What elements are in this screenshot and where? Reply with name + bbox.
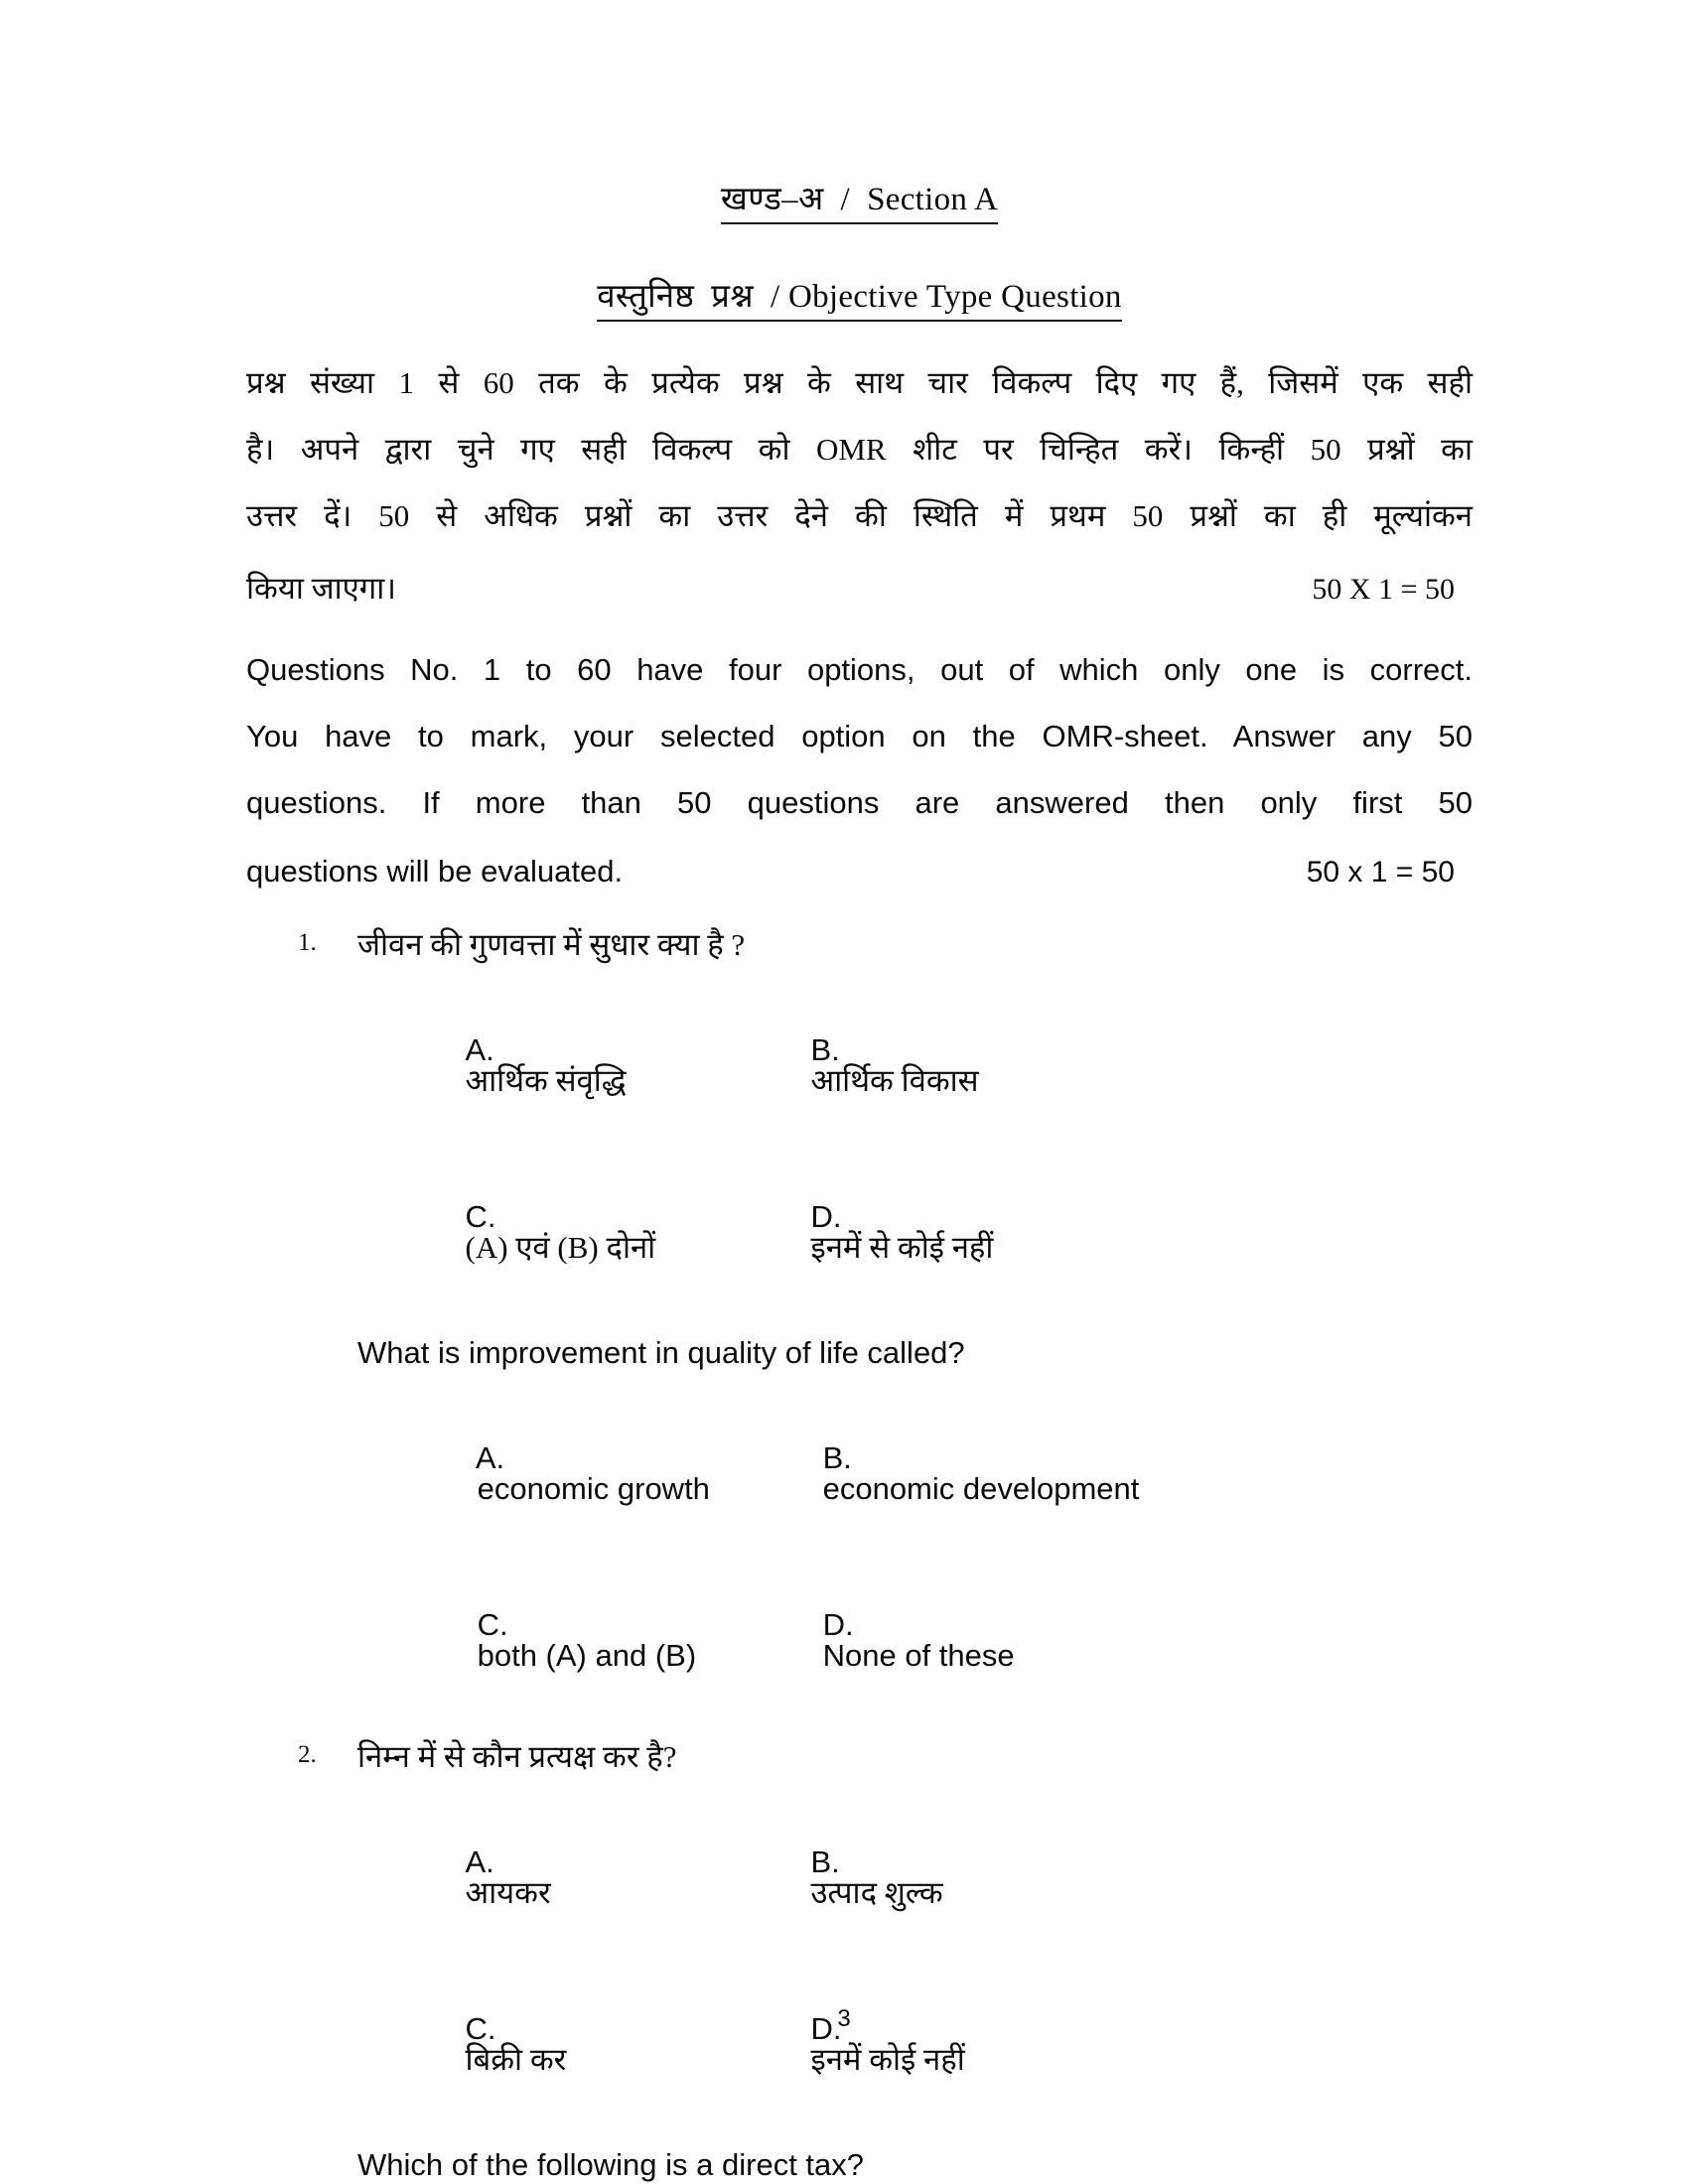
- question-1-options-hindi-row-2: [357, 1170, 1473, 1294]
- option-label: A.: [475, 1440, 505, 1475]
- section-heading-block: [246, 175, 1473, 224]
- option-label: D.: [822, 1607, 854, 1642]
- question-1-option-c-hindi[interactable]: [357, 1170, 703, 1294]
- instruction-line-text: questions. If more than 50 questions are answered then only first 50: [246, 785, 1473, 820]
- question-1: [246, 929, 1473, 1702]
- instruction-line: [246, 654, 1473, 685]
- option-text: (A) एवं (B) दोनों: [465, 1230, 656, 1265]
- question-2-text-hindi: निम्न में से कौन प्रत्यक्ष कर है?: [357, 1739, 677, 1774]
- question-1-text-english: What is improvement in quality of life called?: [357, 1335, 965, 1370]
- instructions-hindi: [246, 367, 1473, 609]
- page-number: 3: [837, 2005, 851, 2032]
- option-text: इनमें से कोई नहीं: [810, 1230, 994, 1265]
- question-2-option-b-hindi[interactable]: [703, 1816, 943, 1939]
- instruction-last-line-english: [246, 854, 1473, 889]
- question-1-option-b-english[interactable]: [703, 1412, 1139, 1535]
- option-label: A.: [465, 1032, 494, 1067]
- question-2: [246, 1741, 1473, 2180]
- marks-allocation-hindi: 50 X 1 = 50: [1312, 573, 1455, 606]
- instruction-line-text: है। अपने द्वारा चुने गए सही विकल्प को OMR शीट पर चिन्हित करें। किन्हीं 50 प्रश्नों का: [246, 432, 1473, 467]
- question-1-option-c-english[interactable]: [357, 1578, 703, 1702]
- question-1-options-english-row-1: [357, 1412, 1473, 1535]
- instruction-line: [246, 500, 1473, 531]
- instruction-line-text: Questions No. 1 to 60 have four options, out of which only one is correct.: [246, 652, 1473, 687]
- question-1-body: [357, 929, 1473, 1702]
- instructions-english: [246, 654, 1473, 889]
- instruction-line: [246, 367, 1473, 398]
- option-label: B.: [810, 1844, 840, 1879]
- question-1-option-a-hindi[interactable]: [357, 1004, 703, 1127]
- question-2-body: [357, 1741, 1473, 2180]
- marks-allocation-english: 50 x 1 = 50: [1306, 856, 1455, 888]
- instruction-line-text: उत्तर दें। 50 से अधिक प्रश्नों का उत्तर देने की स्थिति में प्रथम 50 प्रश्नों का ही मूल्यांकन: [246, 498, 1473, 533]
- question-2-text-english: Which of the following is a direct tax?: [357, 2147, 865, 2182]
- objective-heading: वस्तुनिष्ठ प्रश्न / Objective Type Question: [597, 272, 1121, 322]
- option-text: आयकर: [465, 1875, 551, 1910]
- question-2-option-a-hindi[interactable]: [357, 1816, 703, 1939]
- question-1-option-b-hindi[interactable]: [703, 1004, 979, 1127]
- instruction-line: [246, 434, 1473, 465]
- question-1-option-a-english[interactable]: [357, 1412, 710, 1535]
- instruction-line-text: questions will be evaluated.: [246, 854, 624, 888]
- option-text: इनमें कोई नहीं: [810, 2042, 965, 2077]
- option-label: C.: [477, 1607, 508, 1642]
- option-label: B.: [810, 1032, 840, 1067]
- page-content: [246, 0, 1473, 2180]
- option-text: both (A) and (B): [477, 1638, 697, 1673]
- question-2-options-hindi-row-1: [357, 1816, 1473, 1939]
- question-2-option-d-hindi[interactable]: [703, 1982, 965, 2106]
- question-1-options-hindi-row-1: [357, 1004, 1473, 1127]
- objective-heading-block: [246, 272, 1473, 322]
- option-label: D.: [810, 2011, 842, 2046]
- instruction-line-text: प्रश्न संख्या 1 से 60 तक के प्रत्येक प्रश्न के साथ चार विकल्प दिए गए हैं, जिसमें एक सही: [246, 365, 1473, 400]
- question-1-row: [246, 929, 1473, 1702]
- instruction-line: [246, 721, 1473, 751]
- question-2-row: [246, 1741, 1473, 2180]
- instruction-line-text: You have to mark, your selected option on the OMR-sheet. Answer any 50: [246, 719, 1473, 753]
- option-label: A.: [465, 1844, 494, 1879]
- question-2-option-c-hindi[interactable]: [357, 1982, 703, 2106]
- option-label: C.: [465, 1199, 496, 1234]
- instruction-last-line-hindi: [246, 567, 1473, 609]
- option-text: economic development: [822, 1471, 1140, 1506]
- option-text: आर्थिक विकास: [810, 1063, 979, 1098]
- question-1-text-hindi: जीवन की गुणवत्ता में सुधार क्या है ?: [357, 927, 746, 962]
- option-text: आर्थिक संवृद्धि: [465, 1063, 627, 1098]
- question-1-option-d-english[interactable]: [703, 1578, 1015, 1702]
- question-1-option-d-hindi[interactable]: [703, 1170, 993, 1294]
- option-text: उत्पाद शुल्क: [810, 1875, 943, 1910]
- option-label: D.: [810, 1199, 842, 1234]
- instruction-line: [246, 787, 1473, 818]
- option-text: बिक्री कर: [465, 2042, 567, 2077]
- question-1-options-english-row-2: [357, 1578, 1473, 1702]
- question-2-number: 2.: [298, 1741, 317, 1768]
- question-2-options-hindi-row-2: [357, 1982, 1473, 2106]
- option-label: C.: [465, 2011, 496, 2046]
- question-1-number: 1.: [298, 929, 317, 956]
- option-text: economic growth: [477, 1471, 710, 1506]
- section-heading: खण्ड–अ / Section A: [721, 175, 998, 224]
- option-text: None of these: [822, 1638, 1015, 1673]
- instruction-line-text: किया जाएगा।: [246, 571, 397, 606]
- option-label: B.: [822, 1440, 852, 1475]
